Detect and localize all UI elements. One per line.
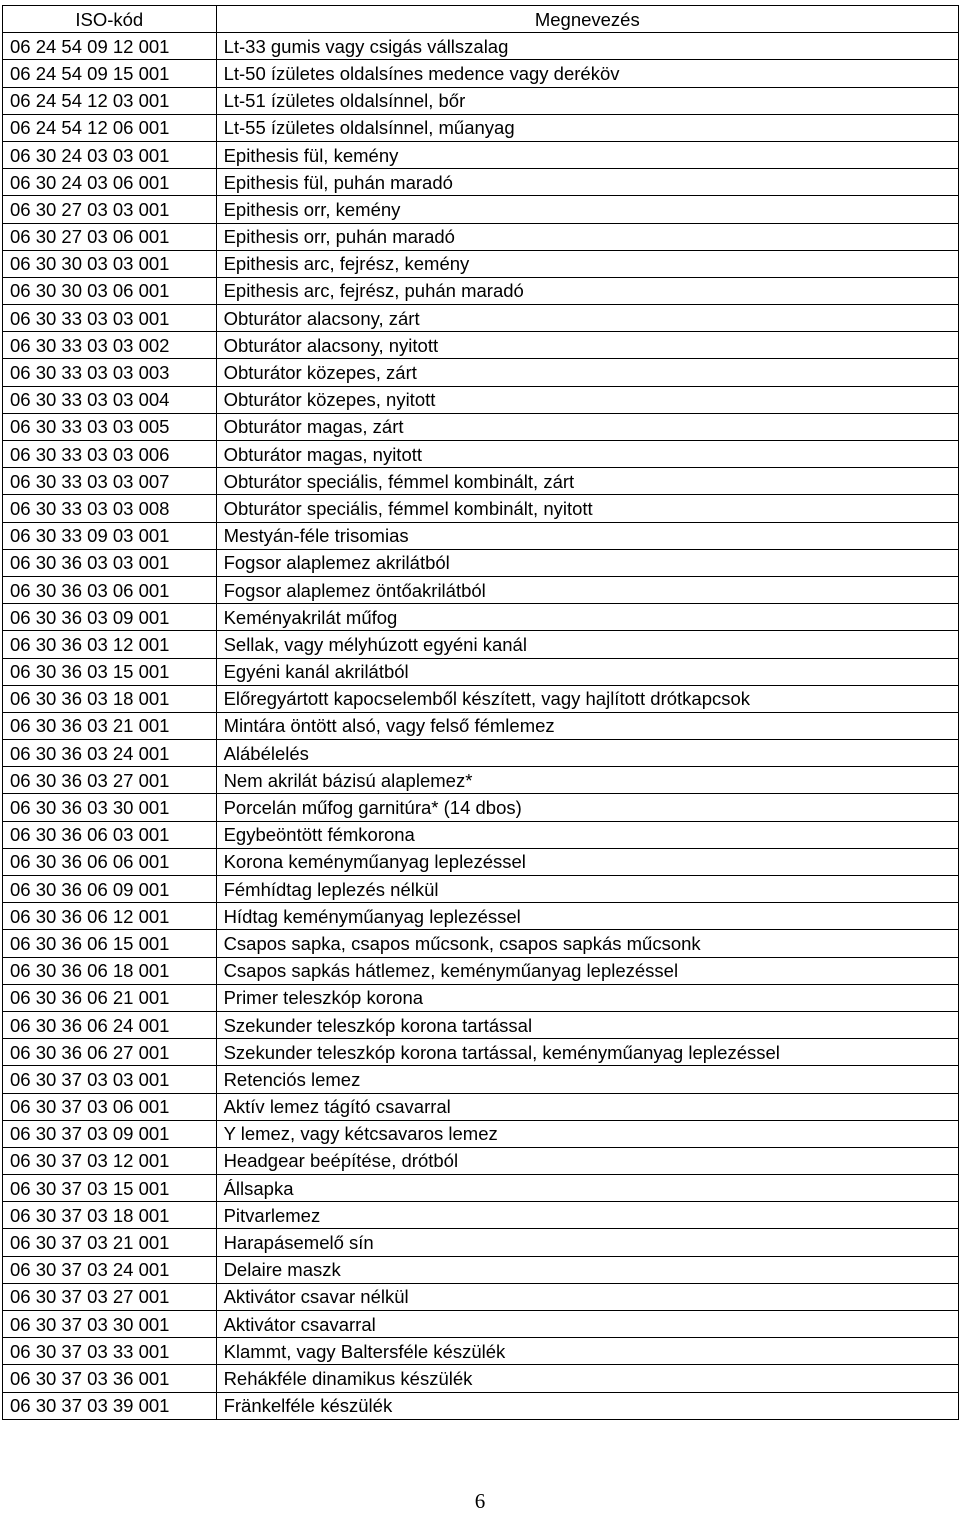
iso-code-cell: 06 30 27 03 03 001 (3, 196, 217, 223)
name-cell: Epithesis arc, fejrész, puhán maradó (216, 277, 958, 304)
name-cell: Fogsor alaplemez akrilátból (216, 549, 958, 576)
table-row (3, 576, 959, 603)
iso-code-cell: 06 30 36 03 21 001 (3, 712, 217, 739)
name-cell: Obturátor közepes, nyitott (216, 386, 958, 413)
iso-code-cell: 06 30 37 03 12 001 (3, 1147, 217, 1174)
table-row (3, 1202, 959, 1229)
iso-code-cell: 06 30 33 03 03 003 (3, 359, 217, 386)
table-row (3, 1392, 959, 1419)
iso-code-cell: 06 30 36 03 09 001 (3, 604, 217, 631)
name-cell: Retenciós lemez (216, 1066, 958, 1093)
table-row (3, 87, 959, 114)
table-row (3, 495, 959, 522)
table-row (3, 1147, 959, 1174)
name-cell: Epithesis arc, fejrész, kemény (216, 250, 958, 277)
iso-code-cell: 06 30 27 03 06 001 (3, 223, 217, 250)
name-cell: Harapásemelő sín (216, 1229, 958, 1256)
table-row (3, 33, 959, 60)
iso-code-cell: 06 30 33 03 03 005 (3, 413, 217, 440)
table-row (3, 413, 959, 440)
iso-code-cell: 06 24 54 09 12 001 (3, 33, 217, 60)
iso-code-cell: 06 30 37 03 15 001 (3, 1175, 217, 1202)
name-cell: Egyéni kanál akrilátból (216, 658, 958, 685)
name-cell: Mestyán-féle trisomias (216, 522, 958, 549)
name-cell: Delaire maszk (216, 1256, 958, 1283)
table-row (3, 359, 959, 386)
name-cell: Porcelán műfog garnitúra* (14 dbos) (216, 794, 958, 821)
iso-code-cell: 06 30 33 03 03 006 (3, 441, 217, 468)
iso-code-cell: 06 30 37 03 27 001 (3, 1283, 217, 1310)
name-cell: Epithesis fül, puhán maradó (216, 169, 958, 196)
table-row (3, 604, 959, 631)
name-cell: Szekunder teleszkóp korona tartással (216, 1011, 958, 1038)
table-row (3, 468, 959, 495)
table-row (3, 196, 959, 223)
name-cell: Y lemez, vagy kétcsavaros lemez (216, 1120, 958, 1147)
iso-code-cell: 06 30 36 06 03 001 (3, 821, 217, 848)
iso-code-cell: 06 30 30 03 03 001 (3, 250, 217, 277)
table-row (3, 712, 959, 739)
iso-code-cell: 06 30 36 03 24 001 (3, 740, 217, 767)
header-iso-code: ISO-kód (3, 6, 217, 33)
iso-code-cell: 06 30 36 06 24 001 (3, 1011, 217, 1038)
name-cell: Klammt, vagy Baltersféle készülék (216, 1338, 958, 1365)
name-cell: Csapos sapka, csapos műcsonk, csapos sapkás műcsonk (216, 930, 958, 957)
table-row (3, 1365, 959, 1392)
name-cell: Előregyártott kapocselemből készített, vagy hajlított drótkapcsok (216, 685, 958, 712)
name-cell: Aktivátor csavar nélkül (216, 1283, 958, 1310)
table-row (3, 1066, 959, 1093)
table-row (3, 60, 959, 87)
name-cell: Sellak, vagy mélyhúzott egyéni kanál (216, 631, 958, 658)
table-row (3, 305, 959, 332)
iso-code-cell: 06 30 36 06 18 001 (3, 957, 217, 984)
name-cell: Obturátor magas, nyitott (216, 441, 958, 468)
table-row (3, 1229, 959, 1256)
table-row (3, 114, 959, 141)
table-row (3, 794, 959, 821)
name-cell: Nem akrilát bázisú alaplemez* (216, 767, 958, 794)
iso-code-cell: 06 30 36 03 15 001 (3, 658, 217, 685)
iso-code-cell: 06 30 37 03 33 001 (3, 1338, 217, 1365)
iso-code-cell: 06 30 33 09 03 001 (3, 522, 217, 549)
table-row (3, 821, 959, 848)
name-cell: Aktív lemez tágító csavarral (216, 1093, 958, 1120)
iso-code-cell: 06 30 24 03 06 001 (3, 169, 217, 196)
table-row (3, 1311, 959, 1338)
iso-code-cell: 06 30 37 03 30 001 (3, 1311, 217, 1338)
name-cell: Obturátor alacsony, zárt (216, 305, 958, 332)
iso-code-cell: 06 30 37 03 18 001 (3, 1202, 217, 1229)
iso-code-cell: 06 24 54 12 06 001 (3, 114, 217, 141)
name-cell: Lt-51 ízületes oldalsínnel, bőr (216, 87, 958, 114)
iso-code-cell: 06 30 36 03 18 001 (3, 685, 217, 712)
table-row (3, 876, 959, 903)
iso-code-cell: 06 30 37 03 21 001 (3, 1229, 217, 1256)
iso-code-cell: 06 30 36 06 09 001 (3, 876, 217, 903)
name-cell: Rehákféle dinamikus készülék (216, 1365, 958, 1392)
iso-code-cell: 06 30 36 03 30 001 (3, 794, 217, 821)
iso-code-cell: 06 30 36 03 03 001 (3, 549, 217, 576)
name-cell: Primer teleszkóp korona (216, 984, 958, 1011)
name-cell: Headgear beépítése, drótból (216, 1147, 958, 1174)
table-row (3, 223, 959, 250)
iso-code-cell: 06 30 37 03 24 001 (3, 1256, 217, 1283)
table-row (3, 1120, 959, 1147)
name-cell: Obturátor közepes, zárt (216, 359, 958, 386)
table-body (3, 33, 959, 1420)
name-cell: Obturátor speciális, fémmel kombinált, zárt (216, 468, 958, 495)
name-cell: Obturátor magas, zárt (216, 413, 958, 440)
name-cell: Epithesis fül, kemény (216, 141, 958, 168)
iso-code-cell: 06 30 24 03 03 001 (3, 141, 217, 168)
iso-code-table (2, 5, 959, 1420)
iso-code-cell: 06 30 37 03 03 001 (3, 1066, 217, 1093)
name-cell: Epithesis orr, puhán maradó (216, 223, 958, 250)
iso-code-cell: 06 30 37 03 09 001 (3, 1120, 217, 1147)
table-row (3, 658, 959, 685)
iso-code-cell: 06 30 36 06 27 001 (3, 1039, 217, 1066)
table-row (3, 1011, 959, 1038)
name-cell: Lt-50 ízületes oldalsínes medence vagy deréköv (216, 60, 958, 87)
name-cell: Mintára öntött alsó, vagy felső fémlemez (216, 712, 958, 739)
name-cell: Korona keményműanyag leplezéssel (216, 848, 958, 875)
table-row (3, 1338, 959, 1365)
name-cell: Egybeöntött fémkorona (216, 821, 958, 848)
iso-code-cell: 06 30 36 03 06 001 (3, 576, 217, 603)
table-row (3, 169, 959, 196)
table-row (3, 957, 959, 984)
table-row (3, 1039, 959, 1066)
name-cell: Állsapka (216, 1175, 958, 1202)
table-row (3, 1175, 959, 1202)
table-header-row (3, 6, 959, 33)
iso-code-cell: 06 30 33 03 03 007 (3, 468, 217, 495)
name-cell: Aktivátor csavarral (216, 1311, 958, 1338)
name-cell: Szekunder teleszkóp korona tartással, keményműanyag leplezéssel (216, 1039, 958, 1066)
name-cell: Obturátor speciális, fémmel kombinált, nyitott (216, 495, 958, 522)
iso-code-cell: 06 30 33 03 03 004 (3, 386, 217, 413)
table-row (3, 250, 959, 277)
table-row (3, 277, 959, 304)
iso-code-cell: 06 30 37 03 06 001 (3, 1093, 217, 1120)
table-row (3, 848, 959, 875)
table-row (3, 386, 959, 413)
page-number: 6 (474, 1489, 486, 1513)
name-cell: Hídtag keményműanyag leplezéssel (216, 903, 958, 930)
table-row (3, 332, 959, 359)
table-row (3, 685, 959, 712)
table-row (3, 767, 959, 794)
iso-code-cell: 06 30 36 06 21 001 (3, 984, 217, 1011)
iso-code-cell: 06 30 36 06 15 001 (3, 930, 217, 957)
table-row (3, 549, 959, 576)
table-row (3, 631, 959, 658)
iso-code-cell: 06 30 37 03 36 001 (3, 1365, 217, 1392)
iso-code-cell: 06 24 54 12 03 001 (3, 87, 217, 114)
iso-code-cell: 06 30 36 03 27 001 (3, 767, 217, 794)
name-cell: Fémhídtag leplezés nélkül (216, 876, 958, 903)
name-cell: Keményakrilát műfog (216, 604, 958, 631)
iso-code-cell: 06 30 36 03 12 001 (3, 631, 217, 658)
table-row (3, 930, 959, 957)
name-cell: Fränkelféle készülék (216, 1392, 958, 1419)
name-cell: Epithesis orr, kemény (216, 196, 958, 223)
name-cell: Obturátor alacsony, nyitott (216, 332, 958, 359)
iso-code-cell: 06 30 33 03 03 002 (3, 332, 217, 359)
table-row (3, 441, 959, 468)
iso-code-cell: 06 30 37 03 39 001 (3, 1392, 217, 1419)
iso-code-cell: 06 30 33 03 03 008 (3, 495, 217, 522)
iso-code-cell: 06 30 36 06 12 001 (3, 903, 217, 930)
table-row (3, 1093, 959, 1120)
name-cell: Alábélelés (216, 740, 958, 767)
name-cell: Lt-33 gumis vagy csigás vállszalag (216, 33, 958, 60)
table-row (3, 903, 959, 930)
name-cell: Pitvarlemez (216, 1202, 958, 1229)
table-row (3, 984, 959, 1011)
name-cell: Lt-55 ízületes oldalsínnel, műanyag (216, 114, 958, 141)
table-row (3, 1283, 959, 1310)
iso-code-cell: 06 30 36 06 06 001 (3, 848, 217, 875)
iso-code-cell: 06 24 54 09 15 001 (3, 60, 217, 87)
name-cell: Fogsor alaplemez öntőakrilátból (216, 576, 958, 603)
header-name: Megnevezés (216, 6, 958, 33)
table-row (3, 1256, 959, 1283)
table-row (3, 141, 959, 168)
iso-code-cell: 06 30 30 03 06 001 (3, 277, 217, 304)
iso-code-cell: 06 30 33 03 03 001 (3, 305, 217, 332)
name-cell: Csapos sapkás hátlemez, keményműanyag leplezéssel (216, 957, 958, 984)
table-row (3, 740, 959, 767)
table-row (3, 522, 959, 549)
